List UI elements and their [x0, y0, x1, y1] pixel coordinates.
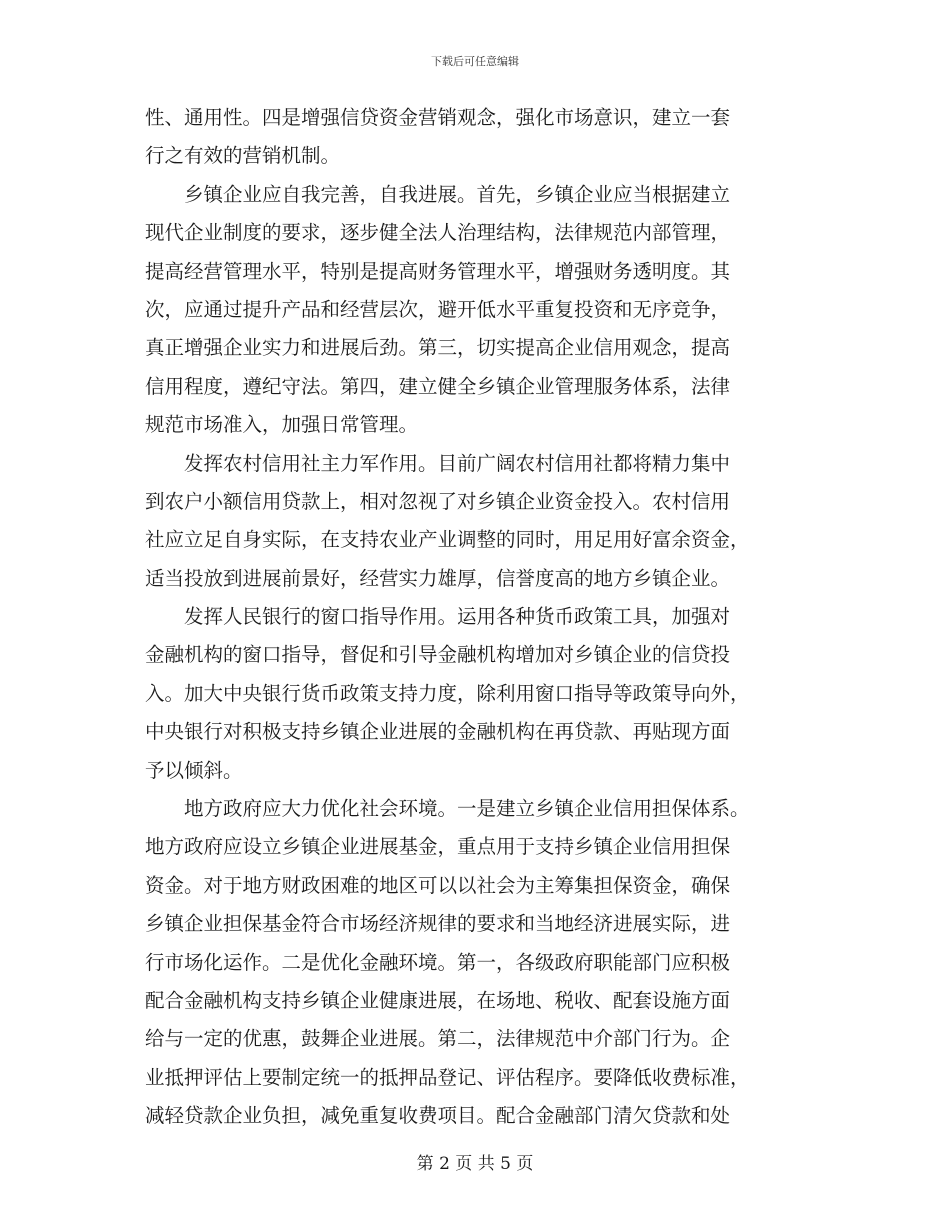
- text-line: 适当投放到进展前景好，经营实力雄厚，信誉度高的地方乡镇企业。: [145, 566, 731, 590]
- text-line: 行之有效的营销机制。: [145, 144, 341, 168]
- text-line: 次，应通过提升产品和经营层次，避开低水平重复投资和无序竞争，: [145, 297, 731, 321]
- paragraph-start-line: 发挥人民银行的窗口指导作用。运用各种货币政策工具，加强对: [184, 605, 731, 629]
- text-line: 真正增强企业实力和进展后劲。第三，切实提高企业信用观念，提高: [145, 336, 731, 360]
- text-line: 到农户小额信用贷款上，相对忽视了对乡镇企业资金投入。农村信用: [145, 489, 731, 513]
- text-line: 行市场化运作。二是优化金融环境。第一，各级政府职能部门应积极: [145, 950, 731, 974]
- text-line: 地方政府应设立乡镇企业进展基金，重点用于支持乡镇企业信用担保: [145, 835, 731, 859]
- paragraph-start-line: 地方政府应大力优化社会环境。一是建立乡镇企业信用担保体系。: [184, 797, 750, 821]
- page-footer: 第 2 页 共 5 页: [416, 1154, 534, 1174]
- text-line: 金融机构的窗口指导，督促和引导金融机构增加对乡镇企业的信贷投: [145, 643, 731, 667]
- paragraph-start-line: 乡镇企业应自我完善，自我进展。首先，乡镇企业应当根据建立: [184, 182, 731, 206]
- text-line: 配合金融机构支持乡镇企业健康进展，在场地、税收、配套设施方面: [145, 988, 731, 1012]
- text-line: 减轻贷款企业负担，减免重复收费项目。配合金融部门清欠贷款和处: [145, 1104, 731, 1128]
- page-header: 下载后可任意编辑: [431, 55, 519, 68]
- text-line: 信用程度，遵纪守法。第四，建立健全乡镇企业管理服务体系，法律: [145, 374, 731, 398]
- text-line: 现代企业制度的要求，逐步健全法人治理结构，法律规范内部管理，: [145, 221, 731, 245]
- body-text: [145, 99, 810, 1136]
- text-line: 中央银行对积极支持乡镇企业进展的金融机构在再贷款、再贴现方面: [145, 720, 731, 744]
- text-line: 业抵押评估上要制定统一的抵押品登记、评估程序。要降低收费标准，: [145, 1065, 750, 1089]
- text-line: 予以倾斜。: [145, 758, 243, 782]
- text-line: 乡镇企业担保基金符合市场经济规律的要求和当地经济进展实际，进: [145, 912, 731, 936]
- text-line: 入。加大中央银行货币政策支持力度，除利用窗口指导等政策导向外，: [145, 681, 750, 705]
- text-line: 规范市场准入，加强日常管理。: [145, 413, 419, 437]
- paragraph-start-line: 发挥农村信用社主力军作用。目前广阔农村信用社都将精力集中: [184, 451, 731, 475]
- text-line: 性、通用性。四是增强信贷资金营销观念，强化市场意识，建立一套: [145, 106, 731, 129]
- text-line: 提高经营管理水平，特别是提高财务管理水平，增强财务透明度。其: [145, 259, 731, 283]
- text-line: 资金。对于地方财政困难的地区可以以社会为主筹集担保资金，确保: [145, 873, 731, 897]
- text-line: 社应立足自身实际，在支持农业产业调整的同时，用足用好富余资金，: [145, 528, 750, 552]
- text-line: 给与一定的优惠，鼓舞企业进展。第二，法律规范中介部门行为。企: [145, 1027, 731, 1051]
